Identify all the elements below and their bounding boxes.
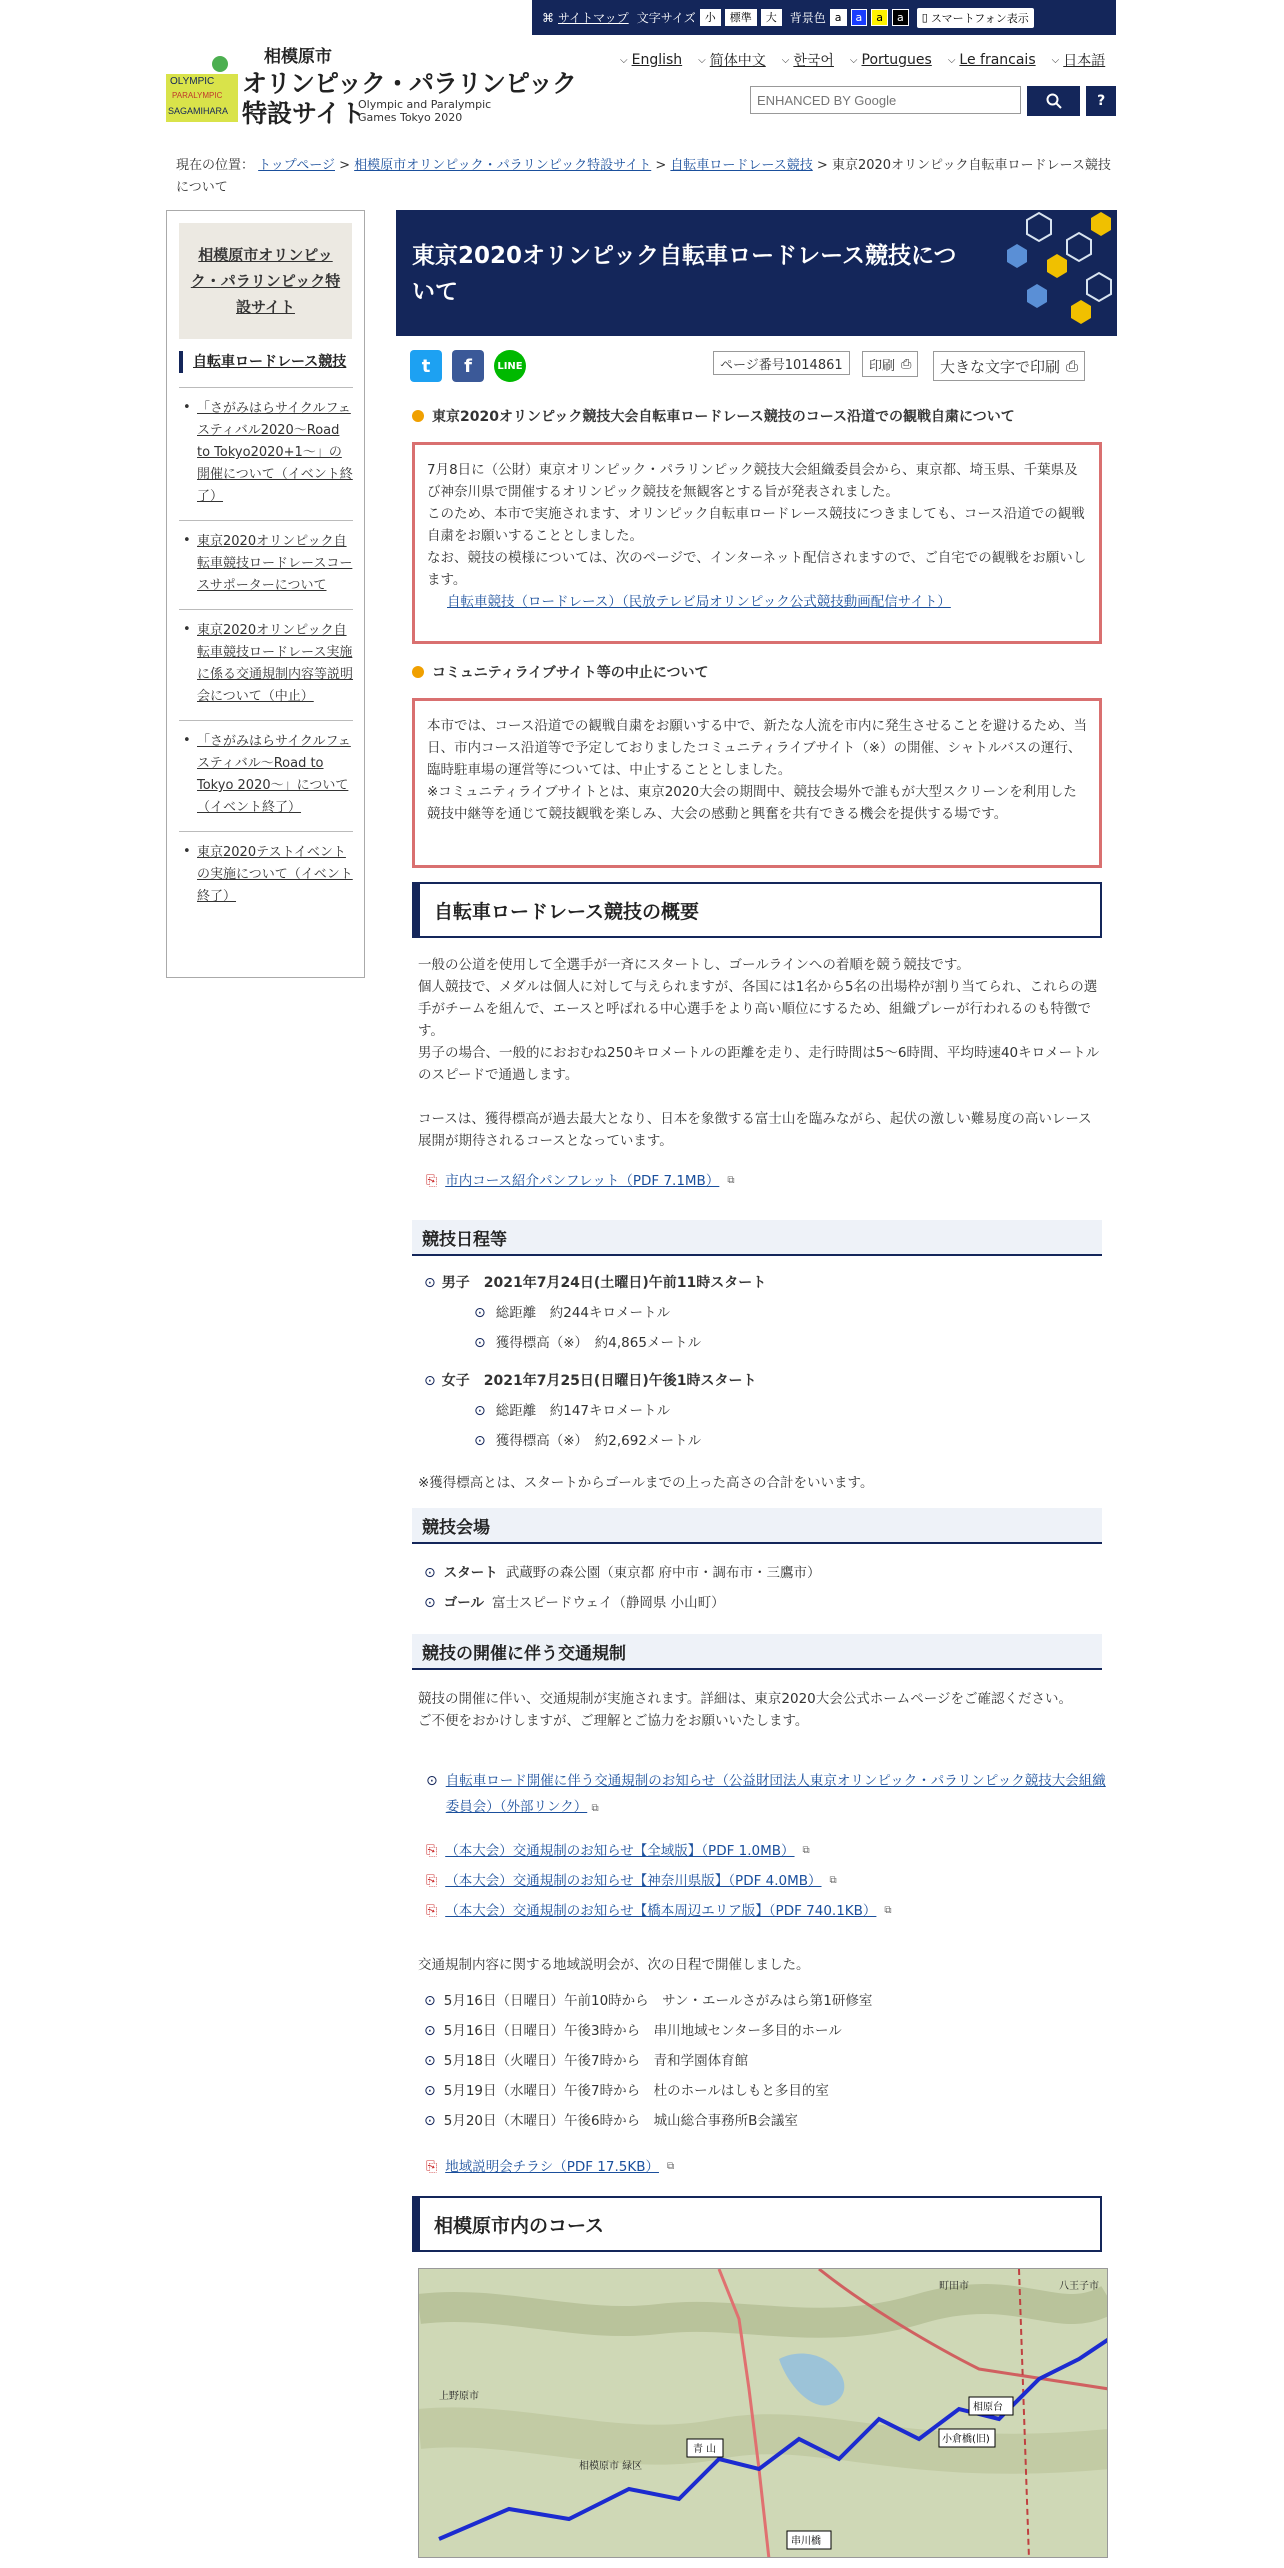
- map-label: 相模原市 緑区: [579, 2461, 643, 2472]
- session-item: ⊙ 5月20日（木曜日）午後6時から 城山総合事務所B会議室: [424, 2110, 798, 2132]
- bg-white-button[interactable]: a: [830, 9, 847, 26]
- large-print-button[interactable]: 大きな文字で印刷 ⎙: [933, 351, 1085, 381]
- section-heading: 競技の開催に伴う交通規制: [412, 1634, 1102, 1670]
- sidebar-head: 相模原市オリンピック・パラリンピック特設サイト: [179, 223, 352, 339]
- lang-french[interactable]: ⌵ Le francais: [947, 52, 1036, 68]
- circle-bullet-icon: ⊙: [474, 1305, 486, 1321]
- twitter-icon[interactable]: t: [410, 350, 442, 382]
- sidebar-item: • 「さがみはらサイクルフェスティバル～Road to Tokyo 2020～」について（イベント終了）: [179, 720, 353, 831]
- circle-bullet-icon: ⊙: [424, 1275, 436, 1291]
- site-search: [750, 86, 1116, 116]
- chevron-down-icon: ⌵: [1051, 54, 1060, 66]
- schedule-note: ※獲得標高とは、スタートからゴールまでの上った高さの合計をいいます。: [418, 1475, 874, 1491]
- print-button[interactable]: 印刷 ⎙: [862, 351, 918, 377]
- section-heading: 競技日程等: [412, 1220, 1102, 1256]
- orange-dot-icon: [412, 666, 424, 678]
- font-standard-button[interactable]: 標準: [725, 9, 757, 26]
- notice-box: 7月8日に（公財）東京オリンピック・パラリンピック競技大会組織委員会から、東京都、埼玉県、千葉県及び神奈川県で開催するオリンピック競技を無観客とする旨が発表されました。 このため、本市で実施されます、オリンピック自転車ロードレース競技につきましても、コース沿道での観戦自粛をお願いすることとしました。 なお、競技の模様については、次のページで、インターネット配信されますので、ご自宅での観戦をお願いします。 自転車競技（ロードレース）（民放テレビ局オリンピック公式競技動画配信サイト）: [412, 442, 1102, 644]
- svg-text:OLYMPIC: OLYMPIC: [170, 76, 215, 87]
- venue-start: ⊙ スタート 武蔵野の森公園（東京都 府中市・調布市・三鷹市）: [424, 1562, 821, 1584]
- phone-icon: ▯: [921, 11, 928, 24]
- map-label: 青 山: [693, 2444, 717, 2455]
- notice-box: 本市では、コース沿道での観戦自粛をお願いする中で、新たな人流を市内に発生させることを避けるため、当日、市内コース沿道等で予定しておりましたコミュニティライブサイト（※）の開催、シャトルバスの運行、臨時駐車場の運営等については、中止することとしました。 ※コミュニティライブサイトとは、東京2020大会の期間中、競技会場外で誰もが大型スクリーンを利用した競技中継等を通じて競技観戦を楽しみ、大会の感動と興奮を共有できる機会を提供する場です。: [412, 698, 1102, 868]
- lang-english[interactable]: ⌵ English: [620, 52, 683, 68]
- svg-text:PARALYMPIC: PARALYMPIC: [172, 91, 223, 100]
- page-title-banner: [396, 210, 1117, 336]
- bg-yellow-button[interactable]: a: [871, 9, 888, 26]
- section-heading: 相模原市内のコース: [412, 2196, 1102, 2252]
- circle-bullet-icon: ⊙: [424, 2053, 436, 2069]
- font-size-control: 文字サイズ 小 標準 大: [637, 9, 782, 26]
- map-label: 八王子市: [1059, 2281, 1099, 2292]
- bg-color-control: 背景色 a a a a: [790, 9, 909, 26]
- section-heading: 自転車ロードレース競技の概要: [412, 882, 1102, 938]
- lang-chinese[interactable]: ⌵ 简体中文: [698, 53, 766, 69]
- site-logo[interactable]: [166, 42, 577, 128]
- circle-bullet-icon: ⊙: [424, 1373, 436, 1389]
- external-link-row: [426, 1768, 1106, 1822]
- pdf-link-row: [426, 1838, 1106, 1864]
- bg-blue-button[interactable]: a: [851, 9, 868, 26]
- pdf-icon: ⎘: [426, 2159, 438, 2175]
- circle-bullet-icon: ⊙: [424, 2113, 436, 2129]
- search-help-button[interactable]: ?: [1086, 86, 1116, 116]
- map-label: 小倉橋(旧): [942, 2434, 990, 2445]
- facebook-icon[interactable]: f: [452, 350, 484, 382]
- new-window-icon: ⧉: [829, 1875, 837, 1886]
- lang-portuguese[interactable]: ⌵ Portugues: [849, 52, 932, 68]
- pdf-link-row: [426, 2154, 1106, 2180]
- pdf-link-row: [426, 1868, 1106, 1894]
- search-input[interactable]: [750, 86, 1021, 114]
- logo-title: オリンピック・パラリンピック: [242, 69, 577, 98]
- circle-bullet-icon: ⊙: [474, 1335, 486, 1351]
- pdf-icon: ⎘: [426, 1843, 438, 1859]
- circle-bullet-icon: ⊙: [474, 1433, 486, 1449]
- map-label: 上野原市: [439, 2391, 479, 2402]
- search-icon: [1046, 93, 1062, 109]
- new-window-icon: ⧉: [666, 2161, 675, 2172]
- breadcrumb-current: 東京2020オリンピック自転車ロードレース競技について: [176, 158, 1111, 195]
- bg-black-button[interactable]: a: [892, 9, 909, 26]
- pdf-icon: ⎘: [426, 1873, 438, 1889]
- breadcrumb-item[interactable]: トップページ: [258, 158, 335, 173]
- circle-bullet-icon: ⊙: [424, 1565, 436, 1581]
- chevron-down-icon: ⌵: [849, 54, 858, 66]
- chevron-down-icon: ⌵: [698, 54, 706, 66]
- map-label: 相原台: [973, 2402, 1003, 2413]
- section-heading: 競技会場: [412, 1508, 1102, 1544]
- flyer-link[interactable]: 地域説明会チラシ（PDF 17.5KB）: [445, 2159, 659, 2175]
- schedule-detail: ⊙ 獲得標高（※） 約4,865メートル: [474, 1332, 701, 1354]
- schedule-detail: ⊙ 総距離 約147キロメートル: [474, 1400, 670, 1422]
- city-name: 相模原市: [264, 47, 332, 67]
- page-number: ページ番号1014861: [713, 351, 850, 375]
- utility-bar: [532, 0, 1116, 35]
- orange-dot-icon: [412, 410, 424, 422]
- new-window-icon: ⧉: [802, 1845, 810, 1856]
- sidebar: [166, 210, 365, 978]
- circle-bullet-icon: ⊙: [424, 2083, 436, 2099]
- circle-bullet-icon: ⊙: [424, 2023, 436, 2039]
- schedule-detail: ⊙ 総距離 約244キロメートル: [474, 1302, 670, 1324]
- circle-bullet-icon: ⊙: [424, 1595, 436, 1611]
- printer-icon: ⎙: [901, 356, 912, 372]
- font-small-button[interactable]: 小: [700, 9, 721, 26]
- schedule-detail: ⊙ 獲得標高（※） 約2,692メートル: [474, 1430, 701, 1452]
- session-item: ⊙ 5月18日（火曜日）午後7時から 青和学園体育館: [424, 2050, 748, 2072]
- traffic-text: 競技の開催に伴い、交通規制が実施されます。詳細は、東京2020大会公式ホームページをご確認ください。 ご不便をおかけしますが、ご理解とご協力をお願いいたします。: [418, 1691, 1073, 1729]
- sidebar-item: • 東京2020オリンピック自転車競技ロードレース実施に係る交通規制内容等説明会について（中止）: [179, 609, 353, 720]
- chevron-down-icon: ⌵: [620, 54, 628, 66]
- stream-link[interactable]: 自転車競技（ロードレース）（民放テレビ局オリンピック公式競技動画配信サイト）: [447, 594, 951, 610]
- session-intro: 交通規制内容に関する地域説明会が、次の日程で開催しました。: [418, 1957, 810, 1973]
- lang-korean[interactable]: ⌵ 한국어: [781, 53, 834, 69]
- printer-icon: ⎙: [1066, 357, 1079, 375]
- course-map: [418, 2268, 1108, 2558]
- women-schedule: ⊙ 女子 2021年7月25日(日曜日)午後1時スタート: [424, 1370, 756, 1392]
- olympic-emblem-icon: [166, 54, 238, 122]
- share-buttons: [410, 350, 526, 382]
- breadcrumb-item[interactable]: 相模原市オリンピック・パラリンピック特設サイト: [354, 158, 652, 173]
- page-title: 東京2020オリンピック自転車ロードレース競技について: [412, 243, 957, 305]
- breadcrumb: 現在の位置： トップページ > 相模原市オリンピック・パラリンピック特設サイト > 自転車ロードレース競技 > 東京2020オリンピック自転車ロードレース競技について: [176, 158, 1111, 195]
- session-item: ⊙ 5月16日（日曜日）午前10時から サン・エールさがみはら第1研修室: [424, 1990, 872, 2012]
- session-item: ⊙ 5月16日（日曜日）午後3時から 串川地域センター多目的ホール: [424, 2020, 842, 2042]
- men-schedule: ⊙ 男子 2021年7月24日(土曜日)午前11時スタート: [424, 1272, 766, 1294]
- sidebar-list: [179, 387, 353, 920]
- map-label: 町田市: [939, 2281, 969, 2292]
- venue-goal: ⊙ ゴール 富士スピードウェイ（静岡県 小山町）: [424, 1592, 725, 1614]
- traffic-pdf-link[interactable]: （本大会）交通規制のお知らせ【全域版】（PDF 1.0MB）: [445, 1843, 795, 1859]
- pdf-icon: ⎘: [426, 1903, 438, 1919]
- logo-subtitle: 特設サイト: [242, 99, 366, 128]
- new-window-icon: ⧉: [591, 1803, 599, 1814]
- search-button[interactable]: [1027, 86, 1080, 116]
- pamphlet-link[interactable]: 市内コース紹介パンフレット（PDF 7.1MB）: [445, 1173, 720, 1189]
- chevron-down-icon: ⌵: [947, 54, 956, 66]
- sidebar-item: • 東京2020オリンピック自転車競技ロードレースコースサポーターについて: [179, 520, 353, 609]
- traffic-pdf-link[interactable]: （本大会）交通規制のお知らせ【神奈川県版】（PDF 4.0MB）: [445, 1873, 822, 1889]
- font-large-button[interactable]: 大: [761, 9, 782, 26]
- sidebar-category: 自転車ロードレース競技: [179, 351, 364, 373]
- course-map-image: [419, 2269, 1108, 2558]
- new-window-icon: ⧉: [884, 1905, 892, 1916]
- notice-heading: 東京2020オリンピック競技大会自転車ロードレース競技のコース沿道での観戦自粛について: [412, 406, 1015, 426]
- svg-text:SAGAMIHARA: SAGAMIHARA: [168, 106, 229, 116]
- lang-japanese[interactable]: ⌵ 日本語: [1051, 53, 1106, 69]
- sitemap-icon: ⌘: [542, 10, 554, 25]
- traffic-link[interactable]: 自転車ロード開催に伴う交通規制のお知らせ（公益財団法人東京オリンピック・パラリンピック競技大会組織委員会）（外部リンク）: [445, 1773, 1106, 1815]
- map-label: 串川橋: [791, 2536, 821, 2547]
- logo-english: Olympic and Paralympic Games Tokyo 2020: [358, 98, 492, 124]
- sidebar-item: • 「さがみはらサイクルフェスティバル2020～Road to Tokyo2020+1～」の開催について（イベント終了）: [179, 387, 353, 520]
- circle-bullet-icon: ⊙: [474, 1403, 486, 1419]
- hexagon-pattern-icon: [967, 210, 1117, 336]
- session-item: ⊙ 5月19日（水曜日）午後7時から 杜のホールはしもと多目的室: [424, 2080, 829, 2102]
- overview-text: 一般の公道を使用して全選手が一斉にスタートし、ゴールラインへの着順を競う競技です。 個人競技で、メダルは個人に対して与えられますが、各国には1名から5名の出場枠が割り当てられ、これらの選手がチームを組んで、エースと呼ばれる中心選手をより高い順位にするため、組織プレーが行われるのも特徴です。 男子の場合、一般的におおむね250キロメートルの距離を走り、走行時間は5～6時間、平均時速40キロメートルのスピードで通過します。 コースは、獲得標高が過去最大となり、日本を象徴する富士山を臨みながら、起伏の激しい難易度の高いレース展開が期待されるコースとなっています。: [418, 957, 1100, 1149]
- line-icon[interactable]: LINE: [494, 350, 526, 382]
- chevron-down-icon: ⌵: [781, 54, 790, 66]
- pdf-link-row: [426, 1168, 1106, 1194]
- new-window-icon: ⧉: [727, 1175, 735, 1186]
- language-menu: [620, 50, 1105, 70]
- pdf-link-row: [426, 1898, 1106, 1924]
- traffic-pdf-link[interactable]: （本大会）交通規制のお知らせ【橋本周辺エリア版】（PDF 740.1KB）: [445, 1903, 877, 1919]
- smartphone-view-button[interactable]: ▯ スマートフォン表示: [917, 8, 1034, 28]
- breadcrumb-item[interactable]: 自転車ロードレース競技: [670, 158, 813, 173]
- sitemap-link[interactable]: ⌘ サイトマップ: [542, 10, 629, 25]
- circle-bullet-icon: ⊙: [426, 1773, 438, 1789]
- sidebar-item: • 東京2020テストイベントの実施について（イベント終了）: [179, 831, 353, 920]
- notice-heading: コミュニティライブサイト等の中止について: [412, 662, 709, 682]
- circle-bullet-icon: ⊙: [424, 1993, 436, 2009]
- pdf-icon: ⎘: [426, 1173, 438, 1189]
